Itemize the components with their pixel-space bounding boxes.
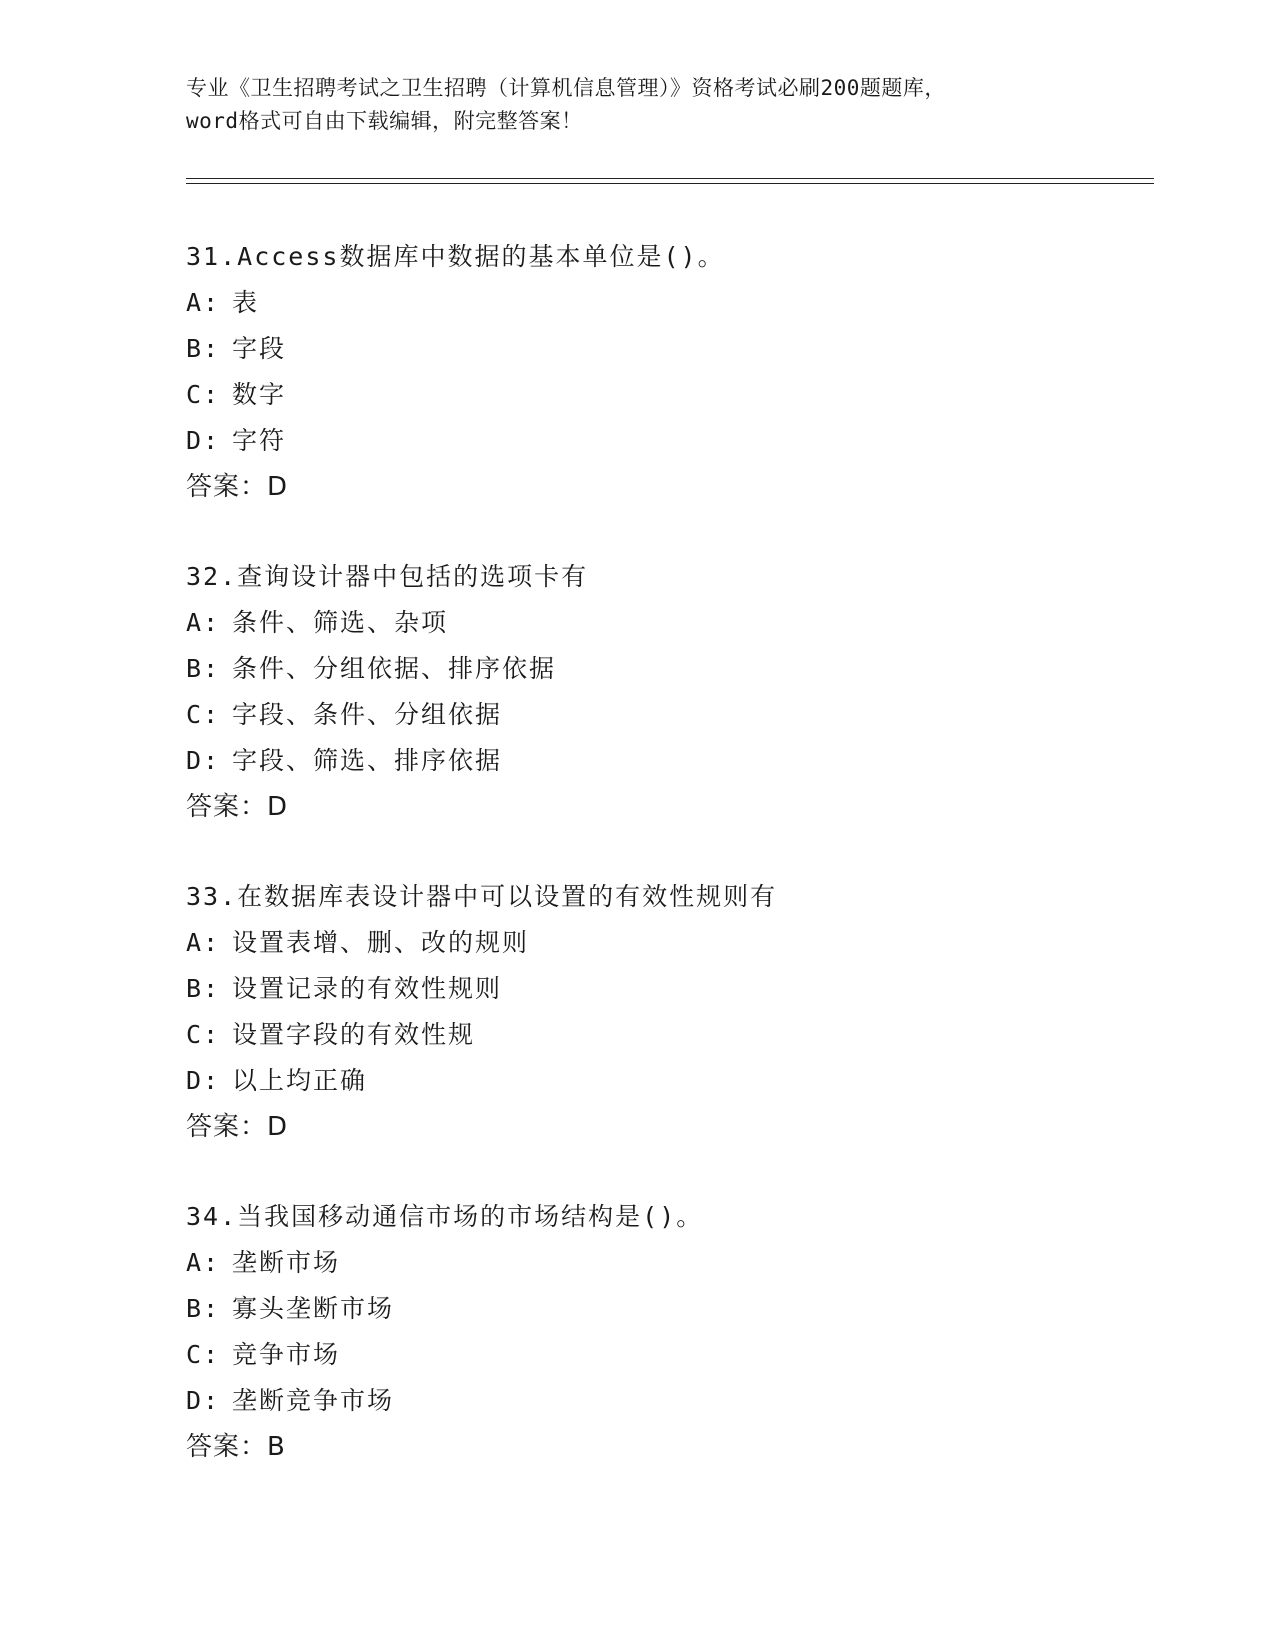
option-letter: D: <box>186 426 221 455</box>
header-divider-top <box>186 178 1154 179</box>
option-letter: C: <box>186 1020 221 1049</box>
option-c <box>186 372 1146 418</box>
option-text: 条件、分组依据、排序依据 <box>232 654 557 683</box>
answer-line: 答案：D <box>186 1112 289 1142</box>
option-letter: A: <box>186 608 221 637</box>
option-text: 寡头垄断市场 <box>232 1294 395 1323</box>
header-line-1: 专业《卫生招聘考试之卫生招聘（计算机信息管理）》资格考试必刷200题题库， <box>186 76 946 100</box>
option-text: 垄断市场 <box>232 1248 341 1277</box>
question-34 <box>186 1194 1146 1514</box>
option-text: 设置表增、删、改的规则 <box>232 928 530 957</box>
answer-line: 答案：B <box>186 1432 286 1462</box>
option-letter: A: <box>186 1248 221 1277</box>
option-text: 条件、筛选、杂项 <box>232 608 449 637</box>
option-b <box>186 646 1146 692</box>
option-b <box>186 966 1146 1012</box>
document-header <box>186 72 1086 138</box>
option-letter: C: <box>186 1340 221 1369</box>
option-b <box>186 326 1146 372</box>
option-text: 竞争市场 <box>232 1340 341 1369</box>
option-letter: C: <box>186 380 221 409</box>
option-text: 以上均正确 <box>232 1066 368 1095</box>
option-d <box>186 738 1146 784</box>
option-c <box>186 1332 1146 1378</box>
option-a <box>186 1240 1146 1286</box>
option-text: 字段 <box>232 334 287 363</box>
option-d <box>186 418 1146 464</box>
option-letter: B: <box>186 654 221 683</box>
option-a <box>186 280 1146 326</box>
answer-line: 答案：D <box>186 472 289 502</box>
option-letter: D: <box>186 1386 221 1415</box>
answer-line: 答案：D <box>186 792 289 822</box>
option-text: 字符 <box>232 426 287 455</box>
option-a <box>186 920 1146 966</box>
option-letter: D: <box>186 746 221 775</box>
option-d <box>186 1058 1146 1104</box>
option-c <box>186 692 1146 738</box>
option-text: 垄断竞争市场 <box>232 1386 395 1415</box>
option-text: 数字 <box>232 380 287 409</box>
option-letter: B: <box>186 1294 221 1323</box>
option-text: 字段、条件、分组依据 <box>232 700 503 729</box>
option-c <box>186 1012 1146 1058</box>
option-text: 字段、筛选、排序依据 <box>232 746 503 775</box>
question-stem: 33.在数据库表设计器中可以设置的有效性规则有 <box>186 882 778 911</box>
question-stem: 34.当我国移动通信市场的市场结构是()。 <box>186 1202 704 1231</box>
option-text: 表 <box>232 288 260 317</box>
question-32 <box>186 554 1146 874</box>
option-text: 设置字段的有效性规 <box>232 1020 476 1049</box>
header-divider-bottom <box>186 183 1154 184</box>
option-d <box>186 1378 1146 1424</box>
question-list <box>186 234 1146 1514</box>
option-letter: A: <box>186 288 221 317</box>
option-letter: A: <box>186 928 221 957</box>
option-letter: C: <box>186 700 221 729</box>
question-stem: 31.Access数据库中数据的基本单位是()。 <box>186 242 725 271</box>
option-a <box>186 600 1146 646</box>
option-text: 设置记录的有效性规则 <box>232 974 503 1003</box>
question-31 <box>186 234 1146 554</box>
question-stem: 32.查询设计器中包括的选项卡有 <box>186 562 589 591</box>
question-33 <box>186 874 1146 1194</box>
option-letter: D: <box>186 1066 221 1095</box>
header-line-2: word格式可自由下载编辑，附完整答案！ <box>186 109 583 133</box>
option-b <box>186 1286 1146 1332</box>
option-letter: B: <box>186 334 221 363</box>
option-letter: B: <box>186 974 221 1003</box>
